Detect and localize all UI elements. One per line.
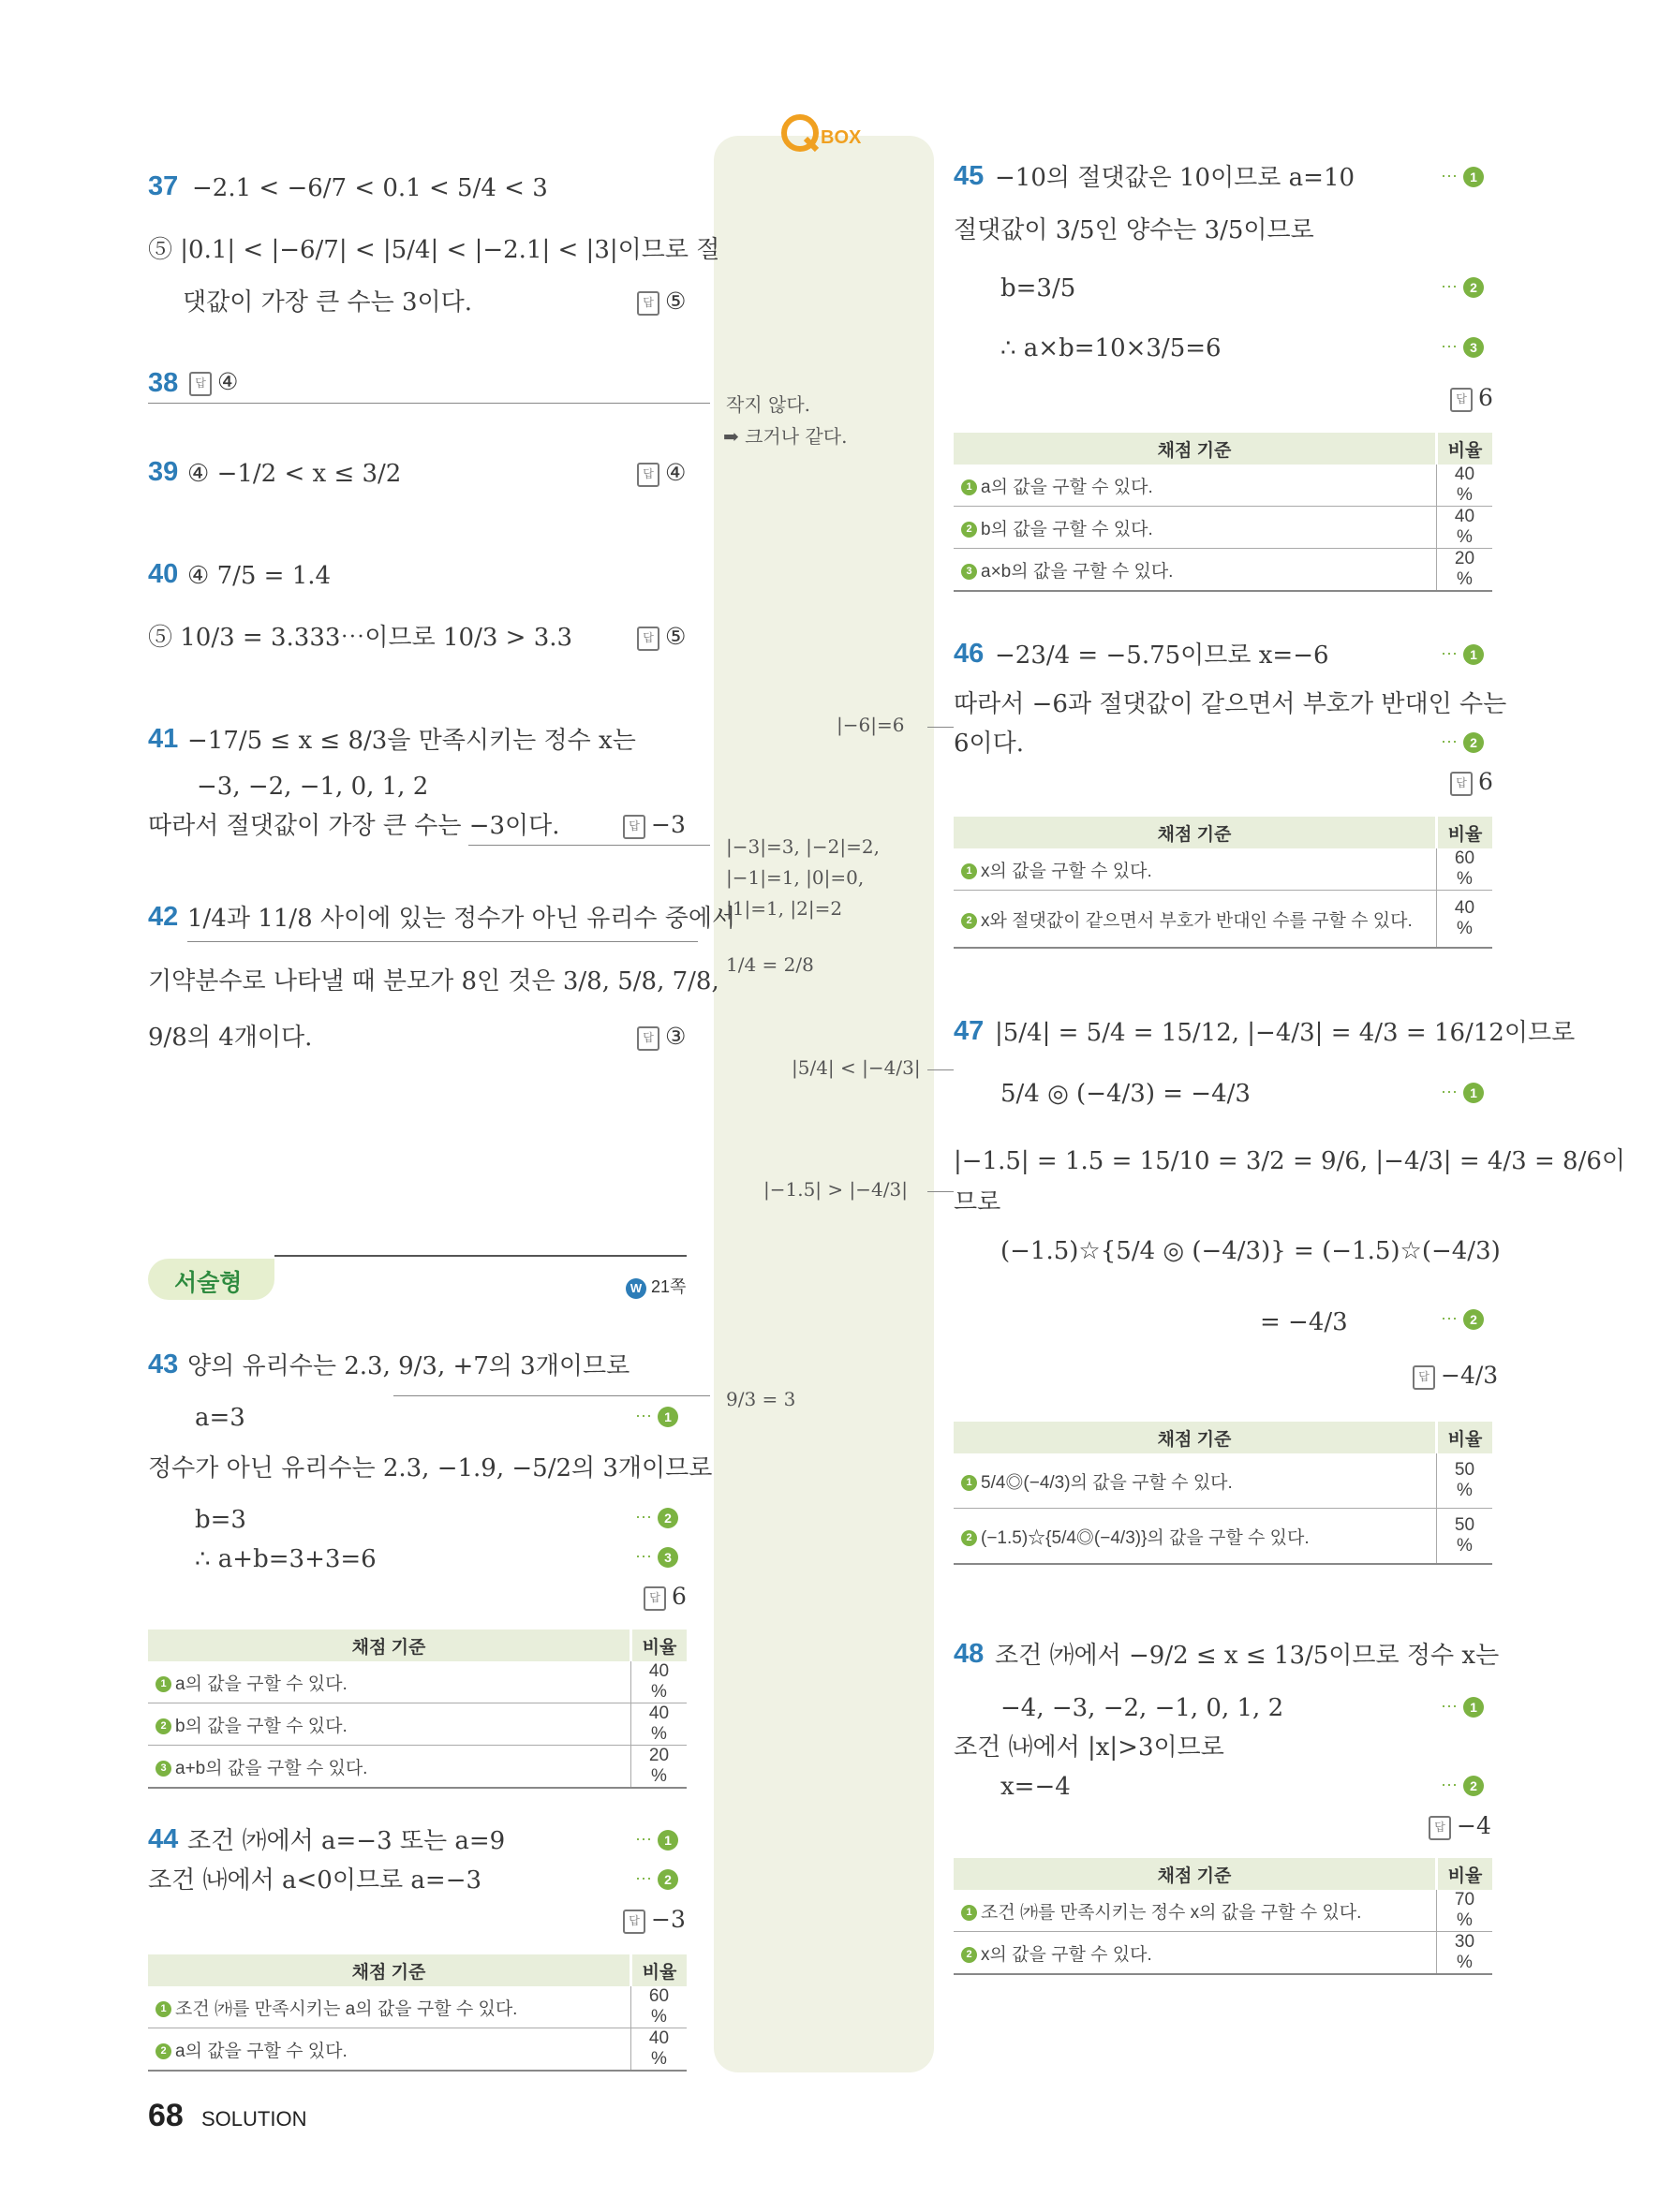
answer-icon: 답: [623, 1910, 645, 1934]
problem-41-line2: −3, −2, −1, 0, 1, 2: [197, 773, 429, 801]
answer-icon: 답: [1450, 388, 1473, 412]
ratio-text: 70 %: [1437, 1890, 1493, 1932]
table-header-ratio: 비율: [1437, 1858, 1493, 1890]
step-2-icon: 2: [1463, 277, 1484, 298]
connector-38: [148, 403, 710, 404]
problem-41-number: 41: [148, 724, 179, 754]
problem-47-number: 47: [954, 1016, 985, 1046]
problem-45-answer: [1450, 384, 1493, 412]
note-38-a: 작지 않다.: [726, 393, 810, 416]
criteria-text: a+b의 값을 구할 수 있다.: [175, 1758, 368, 1778]
problem-48-line4: x=−4: [1000, 1773, 1071, 1801]
section-ref: [626, 1274, 686, 1299]
problem-46-line1: −23/4 = −5.75이므로 x=−6: [995, 641, 1329, 670]
problem-43-line2: a=3: [195, 1404, 245, 1432]
answer-icon: 답: [1413, 1365, 1435, 1390]
problem-48-answer: [1429, 1812, 1491, 1840]
answer-icon: 답: [1429, 1816, 1451, 1840]
ratio-text: 60 %: [631, 1986, 688, 2028]
answer-icon: 답: [637, 463, 659, 487]
answer-icon: 답: [644, 1586, 666, 1611]
problem-48-line3: 조건 ㈏에서 |x|>3이므로: [954, 1733, 1224, 1762]
problem-47-line5: (−1.5)☆{5/4 ◎ (−4/3)} = (−1.5)☆(−4/3): [1000, 1237, 1501, 1265]
criteria-text: x와 절댓값이 같으면서 부호가 반대인 수를 구할 수 있다.: [981, 910, 1413, 931]
connector-43: [393, 1395, 710, 1396]
problem-42-line3: 9/8의 4개이다.: [148, 1024, 313, 1052]
connector-42: [187, 941, 698, 942]
answer-value: 6: [672, 1583, 687, 1610]
problem-44-line2: 조건 ㈏에서 a<0이므로 a=−3: [148, 1866, 482, 1895]
step-3-icon: 3: [658, 1547, 678, 1568]
table-header-ratio: 비율: [1437, 817, 1493, 848]
problem-45-line2: 절댓값이 3/5인 양수는 3/5이므로: [954, 216, 1314, 244]
section-ref-text: 21쪽: [651, 1277, 687, 1296]
grading-table-45: [954, 433, 1492, 592]
criteria-text: x의 값을 구할 수 있다.: [981, 861, 1152, 881]
note-47-b: |−1.5| > |−4/3|: [763, 1178, 908, 1201]
problem-42-line2: 기약분수로 나타낼 때 분모가 8인 것은 3/8, 5/8, 7/8,: [148, 967, 719, 995]
qbox-label: BOX: [821, 127, 862, 148]
criteria-text: a×b의 값을 구할 수 있다.: [981, 561, 1174, 582]
answer-value: −4: [1457, 1812, 1491, 1839]
answer-icon: 답: [637, 1026, 659, 1051]
ratio-text: 40 %: [1437, 891, 1493, 949]
answer-value: ⑤: [665, 288, 687, 315]
table-row: 1 a의 값을 구할 수 있다. 40 %: [148, 1661, 687, 1703]
ratio-text: 30 %: [1437, 1932, 1493, 1975]
table-header-criteria: 채점 기준: [954, 433, 1437, 465]
step-2-marker: ⋯ 2: [635, 1508, 678, 1528]
answer-value: ⑤: [665, 623, 687, 650]
ratio-text: 40 %: [631, 2028, 688, 2072]
answer-value: −3: [651, 1906, 686, 1933]
ratio-text: 40 %: [1437, 465, 1493, 507]
criteria-text: (−1.5)☆{5/4◎(−4/3)}의 값을 구할 수 있다.: [981, 1527, 1310, 1548]
problem-37-answer: [637, 288, 686, 316]
step-2-icon: 2: [658, 1869, 678, 1890]
page-label: SOLUTION: [201, 2107, 307, 2131]
answer-value: ③: [665, 1023, 687, 1050]
ratio-text: 50 %: [1437, 1509, 1493, 1565]
step-2-icon: 2: [1463, 1776, 1484, 1796]
problem-43-line4: b=3: [195, 1506, 246, 1534]
problem-43-line3: 정수가 아닌 유리수는 2.3, −1.9, −5/2의 3개이므로: [148, 1454, 713, 1482]
step-1-icon: 1: [658, 1407, 678, 1427]
problem-47-line2: 5/4 ◎ (−4/3) = −4/3: [1000, 1080, 1251, 1108]
table-header-ratio: 비율: [1437, 1422, 1493, 1453]
grading-table-43: [148, 1630, 687, 1789]
problem-43-answer: [644, 1583, 687, 1611]
table-header-criteria: 채점 기준: [954, 817, 1437, 848]
section-header: [148, 1255, 687, 1307]
step-1-marker: ⋯ 1: [1441, 1083, 1484, 1103]
step-3-marker: ⋯ 3: [635, 1547, 678, 1568]
connector-46: [927, 727, 954, 728]
answer-value: ④: [665, 459, 687, 486]
step-2-marker: ⋯ 2: [635, 1869, 678, 1890]
answer-value: ④: [217, 368, 239, 395]
answer-value: 6: [1478, 384, 1493, 411]
problem-38-answer: [189, 368, 238, 396]
answer-icon: 답: [623, 815, 645, 839]
problem-48-line2: −4, −3, −2, −1, 0, 1, 2: [1000, 1694, 1284, 1722]
problem-40-line2: ⑤ 10/3 = 3.333⋯이므로 10/3 > 3.3: [148, 624, 573, 652]
table-header-criteria: 채점 기준: [954, 1858, 1437, 1890]
problem-42-number: 42: [148, 902, 179, 932]
step-2-marker: ⋯ 2: [1441, 1776, 1484, 1796]
problem-44-line1: 조건 ㈎에서 a=−3 또는 a=9: [187, 1827, 506, 1855]
problem-47-answer: [1413, 1362, 1498, 1390]
problem-46-number: 46: [954, 639, 985, 669]
table-row: 2 x의 값을 구할 수 있다. 30 %: [954, 1932, 1492, 1975]
criteria-text: b의 값을 구할 수 있다.: [981, 519, 1153, 539]
problem-47-line4: 므로: [954, 1188, 1001, 1217]
problem-42-answer: [637, 1023, 686, 1051]
answer-value: 6: [1478, 768, 1493, 795]
criteria-text: 조건 ㈎를 만족시키는 a의 값을 구할 수 있다.: [175, 1998, 518, 2019]
step-1-icon: 1: [1463, 1697, 1484, 1718]
problem-39-line1: ④ −1/2 < x ≤ 3/2: [187, 460, 402, 488]
step-1-marker: ⋯ 1: [635, 1830, 678, 1851]
problem-43-line1: 양의 유리수는 2.3, 9/3, +7의 3개이므로: [187, 1352, 630, 1380]
grading-table-46: [954, 817, 1492, 949]
table-row: 1 5/4◎(−4/3)의 값을 구할 수 있다. 50 %: [954, 1453, 1492, 1509]
problem-47-line6: = −4/3: [1260, 1308, 1348, 1336]
step-3-marker: ⋯ 3: [1441, 337, 1484, 358]
step-2-marker: ⋯ 2: [1441, 732, 1484, 753]
table-row: 2 b의 값을 구할 수 있다. 40 %: [148, 1703, 687, 1746]
problem-37-line3: 댓값이 가장 큰 수는 3이다.: [183, 288, 473, 317]
problem-39-number: 39: [148, 457, 179, 487]
step-1-marker: ⋯ 1: [635, 1407, 678, 1427]
problem-40-line1: ④ 7/5 = 1.4: [187, 562, 332, 590]
problem-46-line3: 6이다.: [954, 730, 1025, 758]
note-38-b: ➡ 크거나 같다.: [723, 425, 848, 448]
problem-44-answer: [623, 1906, 686, 1934]
ratio-text: 60 %: [1437, 848, 1493, 891]
problem-45-line3: b=3/5: [1000, 274, 1076, 302]
step-1-marker: ⋯ 1: [1441, 167, 1484, 187]
problem-43-line5: ∴ a+b=3+3=6: [195, 1545, 377, 1573]
criteria-text: a의 값을 구할 수 있다.: [175, 1674, 348, 1694]
table-row: 1 조건 ㈎를 만족시키는 a의 값을 구할 수 있다. 60 %: [148, 1986, 687, 2028]
criteria-text: a의 값을 구할 수 있다.: [175, 2041, 348, 2061]
criteria-text: x의 값을 구할 수 있다.: [981, 1944, 1152, 1965]
answer-icon: 답: [637, 627, 659, 651]
problem-45-number: 45: [954, 161, 985, 191]
table-row: 1 x의 값을 구할 수 있다. 60 %: [954, 848, 1492, 891]
note-43: 9/3 = 3: [726, 1388, 796, 1410]
table-header-criteria: 채점 기준: [148, 1954, 631, 1986]
table-header-criteria: 채점 기준: [148, 1630, 631, 1661]
problem-45-line4: ∴ a×b=10×3/5=6: [1000, 334, 1222, 362]
step-2-marker: ⋯ 2: [1441, 1309, 1484, 1330]
note-42: 1/4 = 2/8: [726, 953, 814, 976]
problem-37-number: 37: [148, 171, 179, 201]
answer-value: −4/3: [1441, 1362, 1499, 1389]
note-47-a: |5/4| < |−4/3|: [792, 1056, 921, 1079]
criteria-text: b의 값을 구할 수 있다.: [175, 1716, 348, 1736]
table-header-ratio: 비율: [631, 1954, 688, 1986]
connector-41: [468, 845, 710, 846]
problem-41-answer: [623, 811, 686, 839]
criteria-text: 조건 ㈎를 만족시키는 정수 x의 값을 구할 수 있다.: [981, 1902, 1362, 1923]
problem-48-line1: 조건 ㈎에서 −9/2 ≤ x ≤ 13/5이므로 정수 x는: [995, 1642, 1500, 1670]
table-header-ratio: 비율: [631, 1630, 688, 1661]
problem-37-line1: −2.1 < −6/7 < 0.1 < 5/4 < 3: [192, 174, 548, 202]
answer-value: −3: [651, 811, 686, 838]
q-logo-icon: [778, 111, 822, 155]
step-1-marker: ⋯ 1: [1441, 1697, 1484, 1718]
table-header-ratio: 비율: [1437, 433, 1493, 465]
answer-icon: 답: [637, 291, 659, 316]
problem-40-answer: [637, 623, 686, 651]
problem-40-number: 40: [148, 559, 179, 589]
criteria-text: a의 값을 구할 수 있다.: [981, 477, 1153, 497]
problem-38-number: 38: [148, 368, 179, 398]
problem-47-line1: |5/4| = 5/4 = 15/12, |−4/3| = 4/3 = 16/12이므로: [995, 1019, 1576, 1047]
step-2-icon: 2: [658, 1508, 678, 1528]
table-row: 2 a의 값을 구할 수 있다. 40 %: [148, 2028, 687, 2072]
table-row: 3 a+b의 값을 구할 수 있다. 20 %: [148, 1746, 687, 1789]
ratio-text: 50 %: [1437, 1453, 1493, 1509]
step-1-icon: 1: [1463, 1083, 1484, 1103]
problem-41-line3: 따라서 절댓값이 가장 큰 수는 −3이다.: [148, 812, 560, 840]
answer-icon: 답: [1450, 772, 1473, 796]
ratio-text: 40 %: [1437, 507, 1493, 549]
grading-table-48: [954, 1858, 1492, 1975]
step-1-icon: 1: [658, 1830, 678, 1851]
problem-46-answer: [1450, 768, 1493, 796]
step-3-icon: 3: [1463, 337, 1484, 358]
problem-37-line2: ⑤ |0.1| < |−6/7| < |5/4| < |−2.1| < |3|이므로 절: [148, 236, 720, 264]
ratio-text: 40 %: [631, 1703, 688, 1746]
answer-icon: 답: [189, 372, 212, 396]
note-46: |−6|=6: [837, 714, 905, 736]
ratio-text: 40 %: [631, 1661, 688, 1703]
problem-42-line1: 1/4과 11/8 사이에 있는 정수가 아닌 유리수 중에서: [187, 905, 736, 933]
connector-47a: [927, 1069, 954, 1070]
page-number: 68: [148, 2098, 184, 2133]
grading-table-47: [954, 1422, 1492, 1565]
note-41-b: |−1|=1, |0|=0,: [726, 866, 865, 889]
section-title: 서술형: [174, 1270, 243, 1296]
table-row: 2 (−1.5)☆{5/4◎(−4/3)}의 값을 구할 수 있다. 50 %: [954, 1509, 1492, 1565]
note-41-c: |1|=1, |2|=2: [726, 897, 843, 920]
problem-48-number: 48: [954, 1639, 985, 1669]
problem-41-line1: −17/5 ≤ x ≤ 8/3을 만족시키는 정수 x는: [187, 727, 636, 755]
note-41-a: |−3|=3, |−2|=2,: [726, 835, 880, 858]
step-2-marker: ⋯ 2: [1441, 277, 1484, 298]
problem-46-line2: 따라서 −6과 절댓값이 같으면서 부호가 반대인 수는: [954, 690, 1507, 718]
connector-47b: [927, 1191, 954, 1192]
step-1-icon: 1: [1463, 167, 1484, 187]
table-row: 2 x와 절댓값이 같으면서 부호가 반대인 수를 구할 수 있다. 40 %: [954, 891, 1492, 949]
step-1-marker: ⋯ 1: [1441, 644, 1484, 665]
problem-45-line1: −10의 절댓값은 10이므로 a=10: [995, 164, 1355, 192]
table-row: 2 b의 값을 구할 수 있다. 40 %: [954, 507, 1492, 549]
qbox-logo: [778, 111, 862, 159]
ratio-text: 20 %: [1437, 549, 1493, 592]
table-row: 3 a×b의 값을 구할 수 있다. 20 %: [954, 549, 1492, 592]
criteria-text: 5/4◎(−4/3)의 값을 구할 수 있다.: [981, 1472, 1233, 1493]
ratio-text: 20 %: [631, 1746, 688, 1789]
problem-39-answer: [637, 459, 686, 487]
step-1-icon: 1: [1463, 644, 1484, 665]
table-row: 1 조건 ㈎를 만족시키는 정수 x의 값을 구할 수 있다. 70 %: [954, 1890, 1492, 1932]
table-row: 1 a의 값을 구할 수 있다. 40 %: [954, 465, 1492, 507]
step-2-icon: 2: [1463, 732, 1484, 753]
problem-47-line3: |−1.5| = 1.5 = 15/10 = 3/2 = 9/6, |−4/3| = 4/3 = 8/6이: [954, 1147, 1625, 1175]
grading-table-44: [148, 1954, 687, 2072]
table-header-criteria: 채점 기준: [954, 1422, 1437, 1453]
problem-43-number: 43: [148, 1349, 179, 1379]
workbook-icon: W: [626, 1278, 646, 1299]
problem-44-number: 44: [148, 1824, 179, 1854]
step-2-icon: 2: [1463, 1309, 1484, 1330]
